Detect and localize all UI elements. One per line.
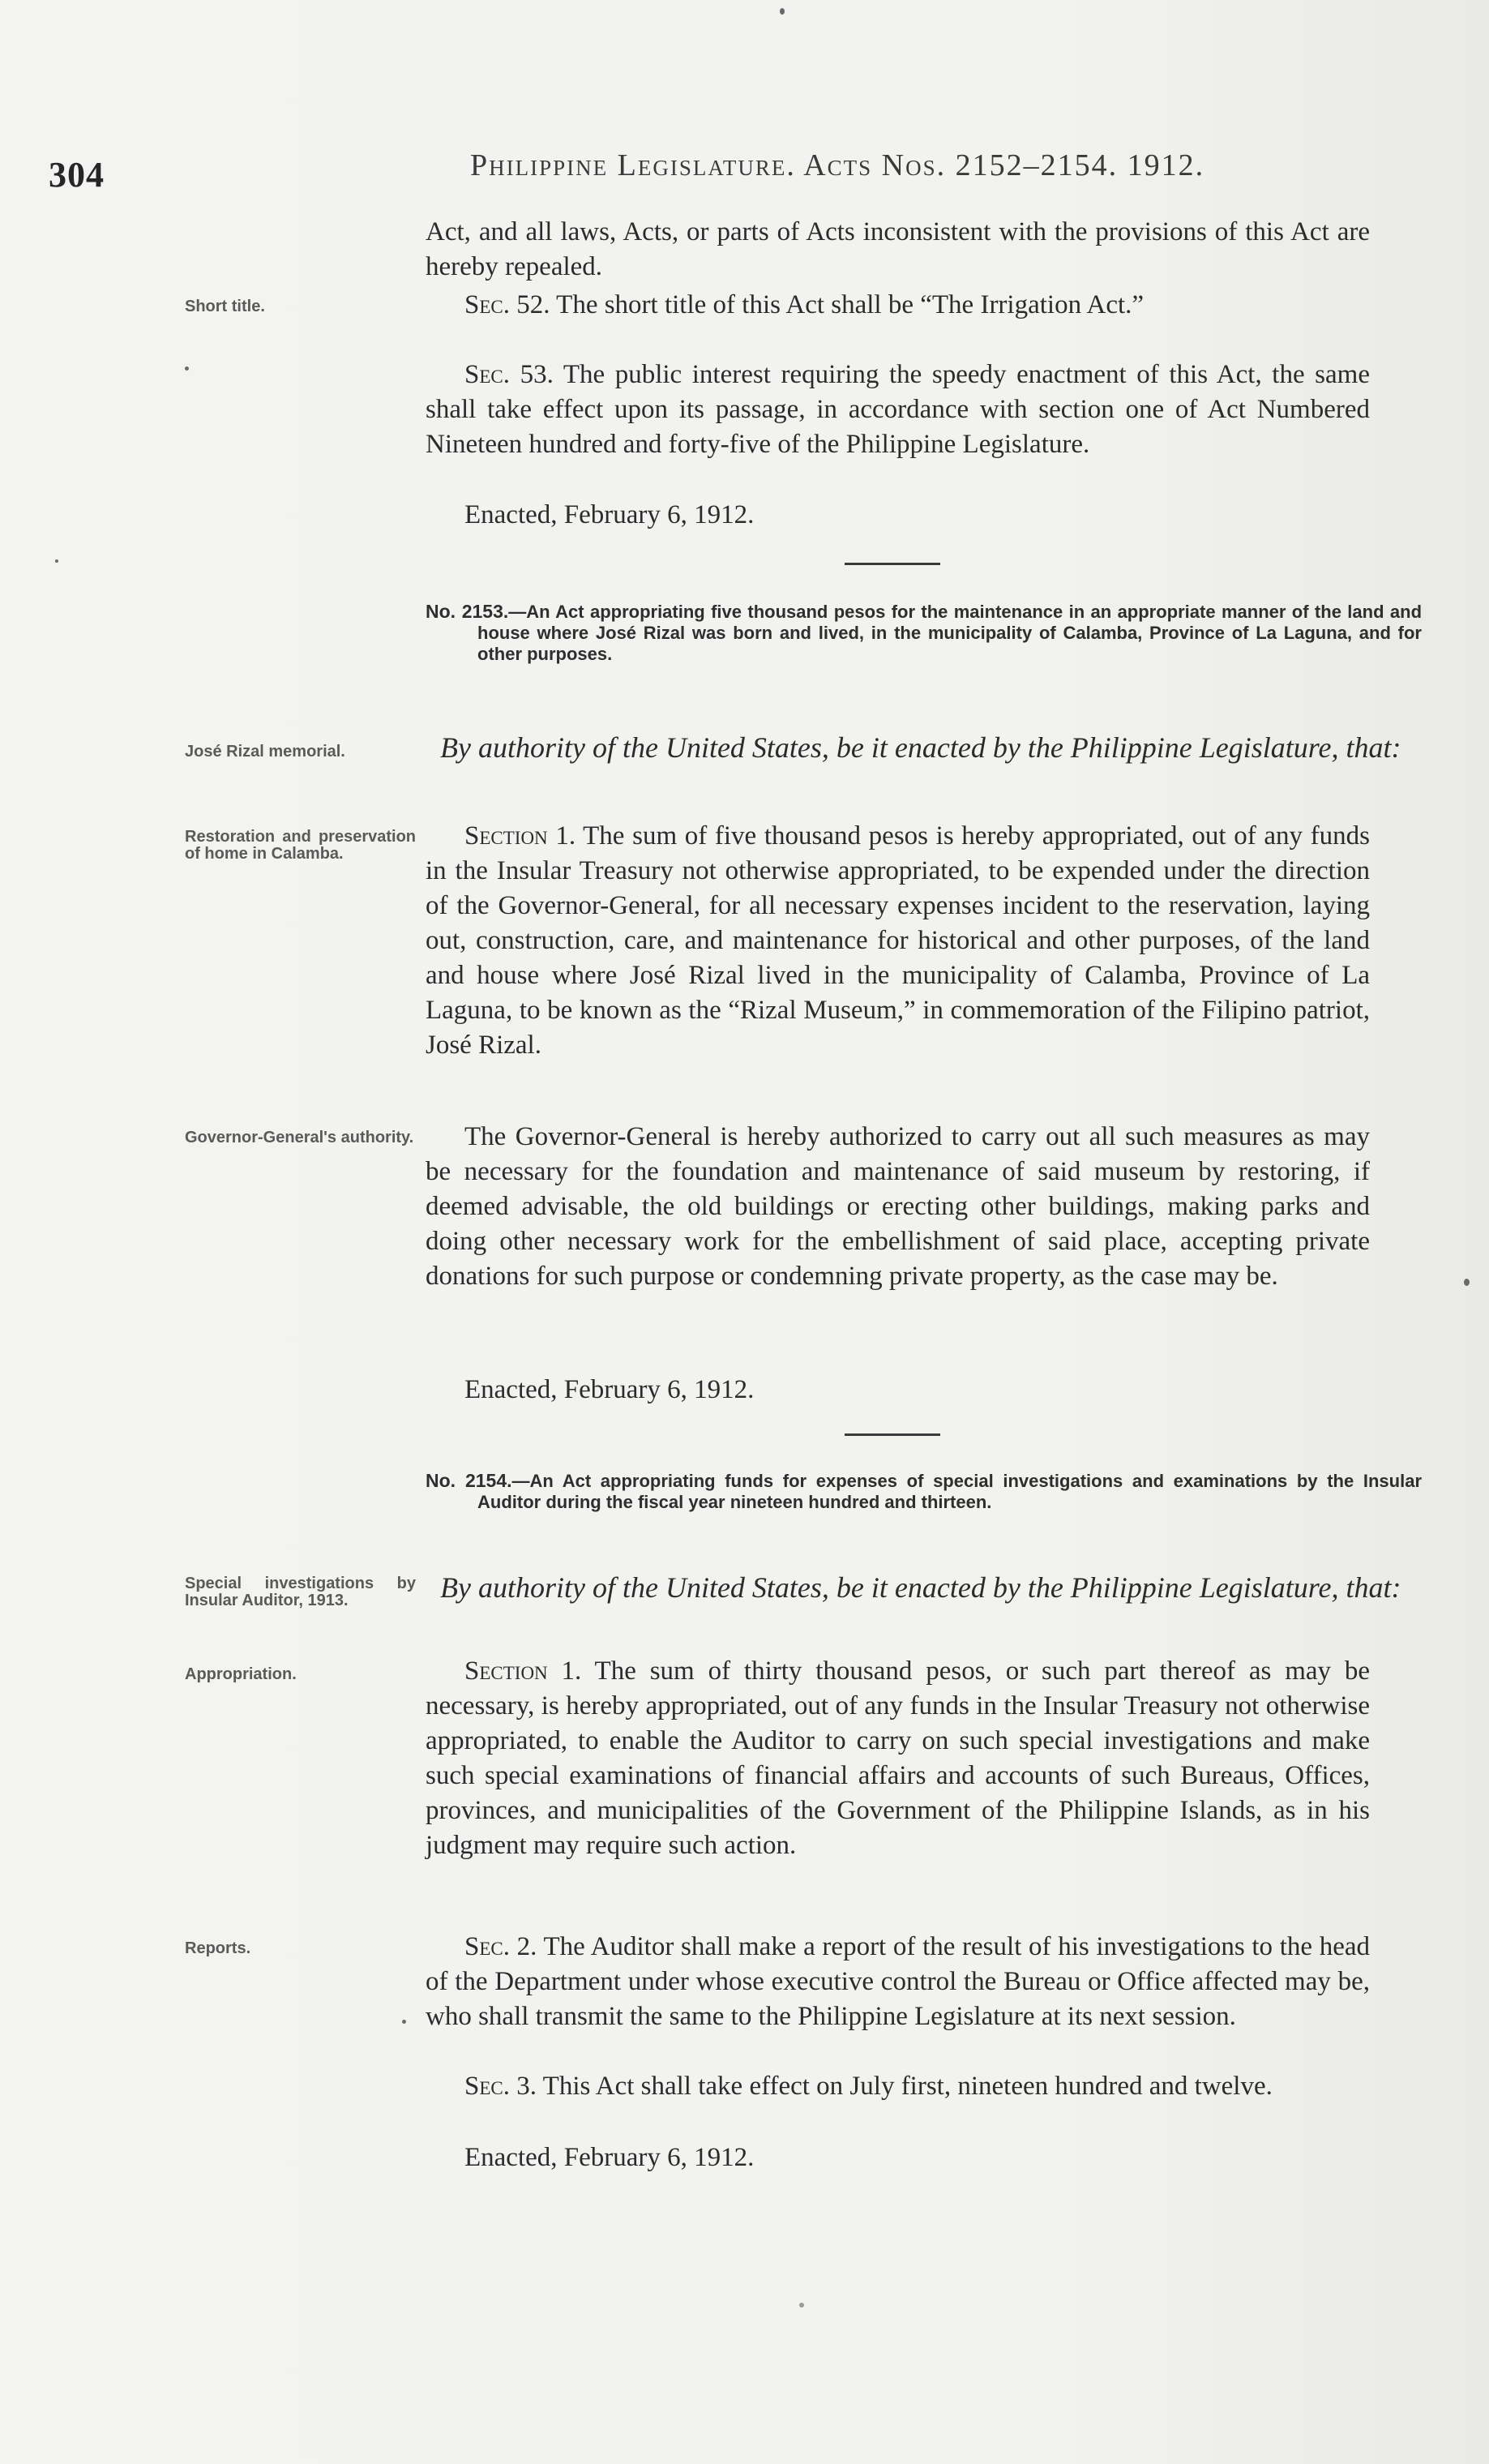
act-2154-section-2-text: The Auditor shall make a report of the result of his investigations to the head of the Department under whose executive control the Bureau or Office affected may be, who shall transmit the same to the Philippine Legislature at its next session. xyxy=(426,1932,1370,2031)
margin-note-governor: Governor-General's authority. xyxy=(185,1129,414,1146)
act-2154-section-1 xyxy=(426,1654,1370,1863)
section-52 xyxy=(426,288,1370,323)
scan-speck xyxy=(799,2303,804,2308)
section-52-text: The short title of this Act shall be “The Irrigation Act.” xyxy=(556,290,1145,319)
act-2154-section-2 xyxy=(426,1930,1370,2034)
act-2154-enacted: Enacted, February 6, 1912. xyxy=(464,2143,755,2172)
running-head-text: Philippine Legislature. Acts Nos. 2152–2154. 1912. xyxy=(470,148,1205,182)
margin-note-short-title: Short title. xyxy=(185,298,265,315)
act-2154-section-3 xyxy=(426,2069,1370,2104)
section-53-text: The public interest requiring the speedy enactment of this Act, the same shall take effect upon its passage, in accordance with section one of Act Numbered Nineteen hundred and forty-five of the Philippine Legislature. xyxy=(426,360,1370,459)
act-2154-section-3-text: This Act shall take effect on July first, nineteen hundred and twelve. xyxy=(542,2072,1273,2101)
section-divider xyxy=(845,1433,940,1436)
running-head xyxy=(470,148,1370,183)
act-2153-enacted: Enacted, February 6, 1912. xyxy=(464,1375,755,1404)
act-2154-title: —An Act appropriating funds for expenses of special investigations and examinations by the Insular Auditor during the fiscal year nineteen hundred and thirteen. xyxy=(477,1471,1423,1512)
section-divider xyxy=(845,563,940,565)
act-2154-section-2-label: Sec. 2. xyxy=(464,1932,537,1961)
scan-speck xyxy=(402,2020,406,2024)
page-number: 304 xyxy=(49,155,105,195)
act-2153-section-1 xyxy=(426,819,1370,1063)
section-53-label: Sec. 53. xyxy=(464,360,554,389)
section-53 xyxy=(426,358,1370,462)
scan-speck xyxy=(55,559,58,563)
act-2152-continuation: Act, and all laws, Acts, or parts of Acts inconsistent with the provisions of this Act are hereby repealed. xyxy=(426,217,1370,281)
margin-note-appropriation: Appropriation. xyxy=(185,1665,297,1683)
act-2153-title: —An Act appropriating five thousand pesos for the maintenance in an appropriate manner of the land and house where José Rizal was born and lived, in the municipality of Calamba, Province of La Laguna, and for other purposes. xyxy=(477,602,1423,664)
scan-speck xyxy=(185,366,189,371)
act-2154-section-3-label: Sec. 3. xyxy=(464,2072,537,2101)
act-2154-heading xyxy=(426,1470,1422,1513)
act-2154-number: No. 2154. xyxy=(426,1470,512,1491)
margin-note-memorial: José Rizal memorial. xyxy=(185,743,345,761)
act-2154-section-1-text: The sum of thirty thousand pesos, or such part thereof as may be necessary, is hereby appropriated, out of any funds in the Insular Treasury not otherwise appropriated, to enable the Auditor to carry on such special investigations and make such special examinations of financial affairs and accounts of such Bureaus, Offices, provinces, and municipalities of the Government of the Philippine Islands, as in his judgment may require such action. xyxy=(426,1656,1371,1860)
act-2153-number: No. 2153. xyxy=(426,601,509,622)
act-2153-paragraph-2: The Governor-General is hereby authorized to carry out all such measures as may be necessary for the foundation and maintenance of said museum by restoring, if deemed advisable, the old buildings or erecting other buildings, making parks and doing other necessary work for the embellishment of said place, accepting private donations for such purpose or condemning private property, as the case may be. xyxy=(426,1122,1370,1291)
act-2152-enacted: Enacted, February 6, 1912. xyxy=(464,500,755,529)
act-2154-enacting-clause: By authority of the United States, be it enacted by the Philippine Legislature, that: xyxy=(440,1571,1401,1604)
act-2153-section-1-label: Section 1. xyxy=(464,821,576,851)
margin-note-restoration: Restoration and preservation of home in Calamba. xyxy=(185,828,416,863)
act-2154-section-1-label: Section 1. xyxy=(464,1656,582,1686)
act-2153-enacting-clause: By authority of the United States, be it enacted by the Philippine Legislature, that: xyxy=(440,731,1401,764)
scan-speck xyxy=(1464,1279,1470,1286)
act-2153-heading xyxy=(426,601,1422,665)
act-2153-section-1-text: The sum of five thousand pesos is hereby appropriated, out of any funds in the Insular Treasury not otherwise appropriated, to be expended under the direction of the Governor-General, for all necessary expenses incident to the reservation, laying out, construction, care, and maintenance for historical and other purposes, of the land and house where José Rizal lived in the municipality of Calamba, Province of La Laguna, to be known as the “Rizal Museum,” in commemoration of the Filipino patriot, José Rizal. xyxy=(426,821,1370,1060)
section-52-label: Sec. 52. xyxy=(464,290,550,319)
margin-note-reports: Reports. xyxy=(185,1939,251,1957)
scan-speck xyxy=(780,8,785,15)
margin-note-special-investigations: Special investigations by Insular Auditor, 1913. xyxy=(185,1575,416,1609)
